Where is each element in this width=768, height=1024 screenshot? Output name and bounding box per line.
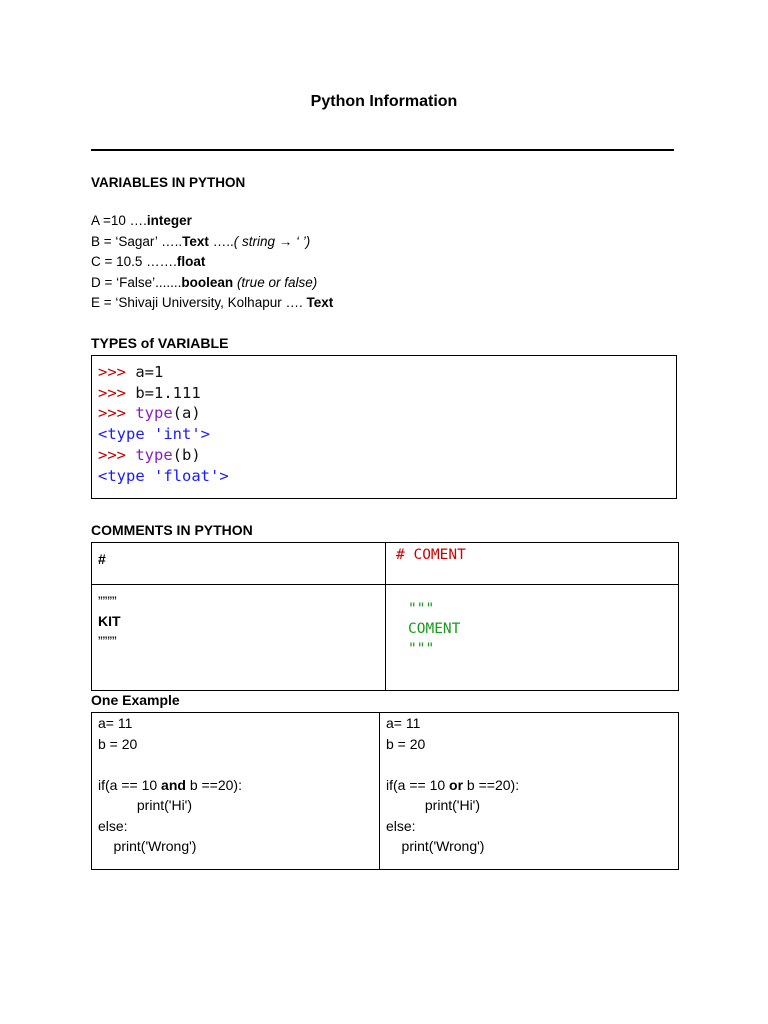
comments-left-body bbox=[92, 585, 386, 691]
repl-prompt: >>> bbox=[98, 363, 136, 381]
variable-note: ( string → ‘ ’) bbox=[233, 233, 311, 249]
example-line: print('Hi') bbox=[386, 797, 481, 813]
example-line bbox=[98, 754, 373, 775]
code-output: <type 'float'> bbox=[98, 466, 229, 485]
variable-assignment: E = ‘Shivaji University, Kolhapur …. bbox=[91, 295, 307, 310]
repl-prompt: >>> bbox=[98, 383, 136, 402]
heading-types: TYPES of VARIABLE bbox=[91, 335, 229, 351]
green-quote-open: """ bbox=[408, 601, 435, 617]
comments-table bbox=[91, 542, 679, 691]
example-line bbox=[386, 775, 672, 796]
variable-assignment: D = ‘False’....... bbox=[91, 274, 182, 290]
example-line bbox=[98, 775, 373, 796]
docstring-close: ”””” bbox=[98, 633, 117, 649]
example-line: print('Hi') bbox=[98, 797, 193, 813]
logical-operator: or bbox=[449, 776, 464, 793]
code-line bbox=[98, 383, 229, 404]
variable-note: (true or false) bbox=[236, 274, 318, 290]
variable-assignment: A =10 …. bbox=[91, 213, 147, 228]
comments-left-header bbox=[92, 543, 386, 585]
code-line bbox=[98, 445, 229, 466]
variable-type: Text bbox=[306, 295, 334, 310]
green-comment-text: COMENT bbox=[408, 621, 461, 637]
example-line: a= 11 bbox=[98, 715, 133, 731]
code-keyword: type bbox=[135, 445, 173, 464]
variable-type: Text bbox=[182, 233, 209, 249]
example-line: else: bbox=[98, 817, 128, 834]
condition-start: if(a == 10 bbox=[98, 776, 162, 793]
logical-operator: and bbox=[161, 776, 186, 793]
condition-end: b ==20): bbox=[463, 776, 520, 793]
example-line: b = 20 bbox=[98, 735, 138, 752]
code-screenshot bbox=[91, 355, 677, 499]
example-line: else: bbox=[386, 817, 416, 834]
example-or-cell bbox=[380, 713, 679, 870]
code-text: a=1 bbox=[135, 363, 164, 381]
heading-variables: VARIABLES IN PYTHON bbox=[91, 175, 246, 190]
variable-assignment: B = ‘Sagar’ ….. bbox=[91, 233, 183, 249]
code-line bbox=[98, 466, 229, 487]
repl-prompt: >>> bbox=[98, 445, 136, 464]
code-keyword: type bbox=[135, 404, 173, 423]
heading-example: One Example bbox=[91, 692, 180, 708]
condition-end: b ==20): bbox=[185, 776, 242, 793]
green-quote-close: """ bbox=[408, 641, 435, 657]
example-table bbox=[91, 712, 679, 870]
repl-prompt: >>> bbox=[98, 404, 136, 423]
heading-comments: COMMENTS IN PYTHON bbox=[91, 522, 253, 538]
hash-symbol: # bbox=[98, 551, 106, 567]
example-and-cell bbox=[92, 713, 380, 870]
comments-right-header bbox=[386, 543, 679, 585]
variable-type: integer bbox=[146, 213, 192, 228]
variable-type: boolean bbox=[181, 274, 234, 290]
variable-type: float bbox=[176, 254, 206, 269]
docstring-open: ”””” bbox=[98, 593, 117, 609]
code-lines bbox=[98, 362, 229, 486]
comments-right-body bbox=[386, 585, 679, 691]
code-text: (b) bbox=[172, 445, 201, 464]
example-line: print('Wrong') bbox=[386, 838, 485, 854]
page-title: Python Information bbox=[310, 93, 458, 110]
code-line bbox=[98, 424, 229, 445]
example-line: b = 20 bbox=[386, 735, 426, 752]
variable-line bbox=[91, 252, 333, 273]
example-line bbox=[386, 754, 672, 775]
horizontal-rule bbox=[91, 149, 674, 151]
variable-line bbox=[91, 211, 333, 232]
variable-suffix: ….. bbox=[208, 233, 234, 249]
code-output: <type 'int'> bbox=[98, 425, 210, 444]
variables-list bbox=[91, 211, 333, 314]
code-line bbox=[98, 362, 229, 383]
docstring-text: KIT bbox=[98, 613, 121, 629]
variable-line bbox=[91, 273, 333, 294]
variable-assignment: C = 10.5 ……. bbox=[91, 254, 177, 269]
single-line-comment: # COMENT bbox=[396, 547, 466, 563]
code-line bbox=[98, 403, 229, 424]
example-line: print('Wrong') bbox=[98, 838, 197, 854]
variable-line bbox=[91, 293, 333, 314]
code-text: b=1.111 bbox=[135, 383, 201, 402]
code-text: (a) bbox=[172, 404, 201, 423]
example-line: a= 11 bbox=[386, 715, 421, 731]
condition-start: if(a == 10 bbox=[386, 776, 450, 793]
variable-line bbox=[91, 232, 333, 253]
